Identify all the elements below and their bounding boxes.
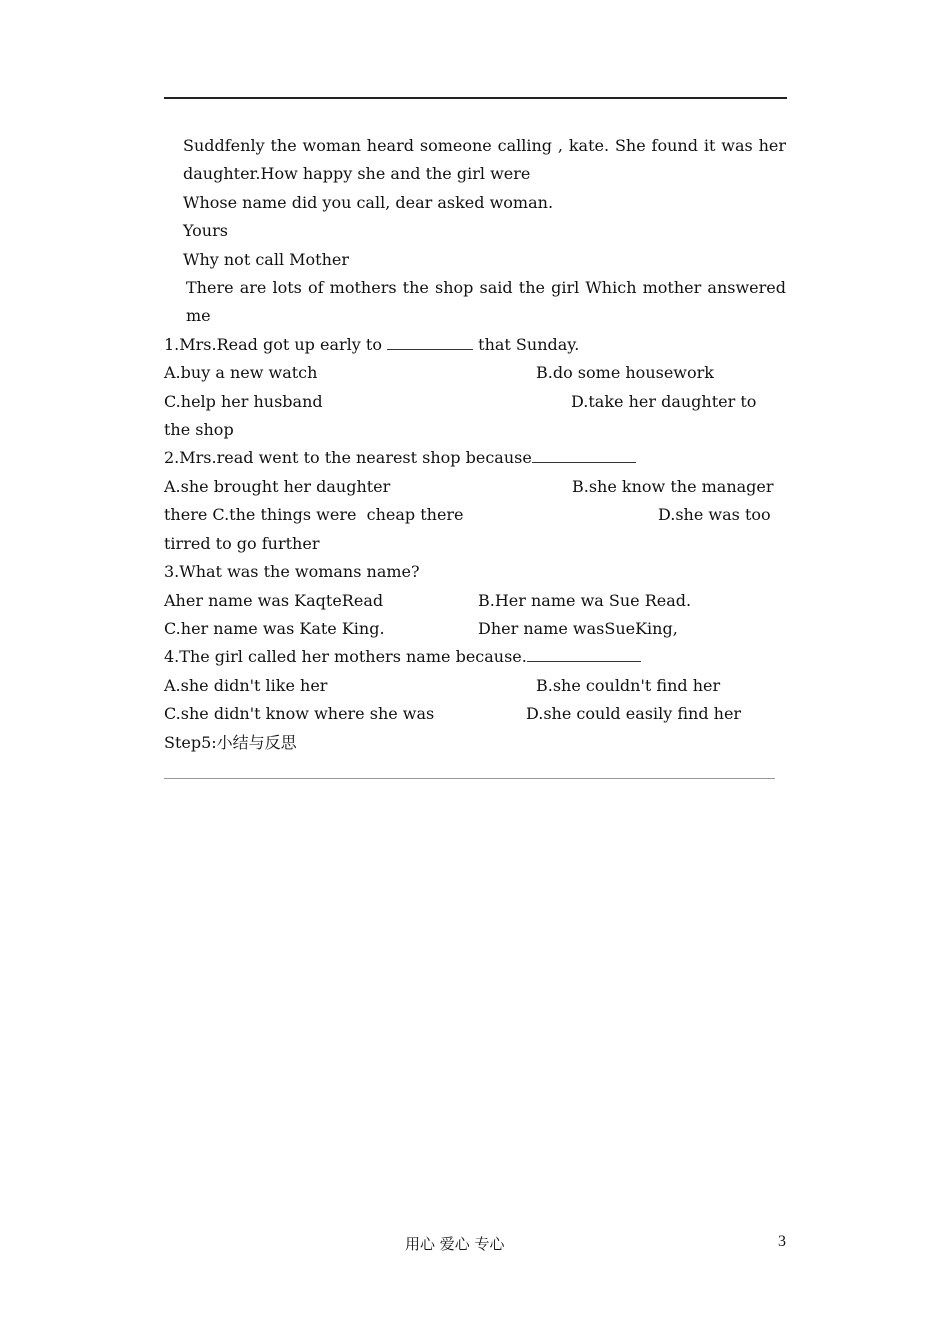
question-1-stem: 1.Mrs.Read got up early to that Sunday. (164, 331, 786, 359)
option-d: Dher name wasSueKing, (478, 618, 678, 638)
option-c: C.help her husband (164, 391, 323, 411)
option-d: D.take her daughter to (571, 391, 757, 411)
answer-blank (387, 331, 473, 350)
option-a: A.she brought her daughter (164, 476, 391, 496)
question-1-options-cd (164, 388, 786, 416)
option-c: C.she didn't know where she was (164, 704, 435, 724)
question-2-options-cd (164, 501, 786, 529)
question-1-options-ab (164, 359, 786, 387)
passage-paragraph: Yours (183, 221, 228, 241)
answer-blank (527, 643, 641, 662)
step5-heading: Step5:小结与反思 (164, 732, 297, 752)
passage-paragraph: Suddfenly the woman heard someone calling , kate. She found it was her daughter.How happy she and the girl were (183, 136, 786, 184)
option-d: D.she could easily find her (526, 704, 742, 724)
question-4-options-ab (164, 672, 786, 700)
question-4-options-cd (164, 700, 786, 728)
passage-paragraph: Why not call Mother (183, 249, 350, 269)
option-b: B.she couldn't find her (536, 675, 721, 695)
answer-blank (532, 444, 636, 463)
document-body (164, 132, 786, 757)
writing-line (164, 778, 775, 779)
option-c: there C.the things were cheap there (164, 505, 464, 525)
question-4-stem: 4.The girl called her mothers name because. (164, 643, 786, 671)
question-2-stem: 2.Mrs.read went to the nearest shop because (164, 444, 786, 472)
question-3-options-ab (164, 587, 786, 615)
option-b: B.she know the manager (572, 476, 774, 496)
header-rule (164, 97, 787, 99)
option-b: B.do some housework (536, 363, 714, 383)
option-a: Aher name was KaqteRead (164, 590, 384, 610)
page-number: 3 (778, 1233, 786, 1250)
option-a: A.buy a new watch (164, 363, 318, 383)
question-3-stem: 3.What was the womans name? (164, 562, 420, 582)
passage-paragraph: Whose name did you call, dear asked woman. (183, 192, 554, 212)
option-d: D.she was too (658, 505, 771, 525)
question-2-options-ab (164, 473, 786, 501)
option-b: B.Her name wa Sue Read. (478, 590, 692, 610)
option-c: C.her name was Kate King. (164, 618, 385, 638)
footer-text: 用心 爱心 专心 (405, 1235, 505, 1253)
passage-paragraph: There are lots of mothers the shop said the girl Which mother answered me (186, 278, 786, 326)
option-a: A.she didn't like her (164, 675, 328, 695)
option-d-continued: tirred to go further (164, 533, 320, 553)
option-d-continued: the shop (164, 420, 234, 440)
question-3-options-cd (164, 615, 786, 643)
